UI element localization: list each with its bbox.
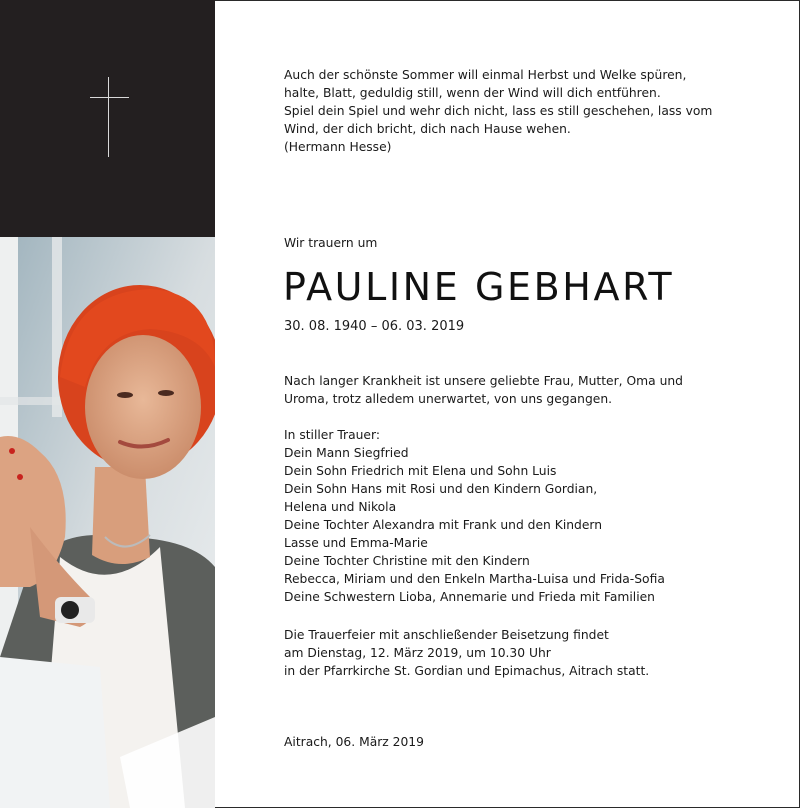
quote-line: Spiel dein Spiel und wehr dich nicht, lass es still geschehen, lass vom bbox=[284, 104, 713, 118]
mourners-list bbox=[284, 426, 665, 606]
mourner-line: Deine Tochter Alexandra mit Frank und den Kindern bbox=[284, 518, 603, 532]
place-and-date: Aitrach, 06. März 2019 bbox=[284, 735, 424, 749]
announcement-line: Uroma, trotz alledem unerwartet, von uns gegangen. bbox=[284, 392, 613, 406]
quote-line: halte, Blatt, geduldig still, wenn der Wind will dich entführen. bbox=[284, 86, 661, 100]
funeral-line: in der Pfarrkirche St. Gordian und Epimachus, Aitrach statt. bbox=[284, 664, 650, 678]
mourner-line: Deine Schwestern Lioba, Annemarie und Frieda mit Familien bbox=[284, 590, 655, 604]
poem-quote bbox=[284, 66, 712, 156]
mourner-line: Dein Mann Siegfried bbox=[284, 446, 409, 460]
funeral-info bbox=[284, 626, 649, 680]
mourner-line: Deine Tochter Christine mit den Kindern bbox=[284, 554, 530, 568]
mourner-line: Helena und Nikola bbox=[284, 500, 397, 514]
quote-line: Auch der schönste Sommer will einmal Herbst und Welke spüren, bbox=[284, 68, 687, 82]
funeral-line: am Dienstag, 12. März 2019, um 10.30 Uhr bbox=[284, 646, 551, 660]
intro-text: Wir trauern um bbox=[284, 236, 378, 250]
cross-icon bbox=[108, 77, 109, 157]
mourner-line: Dein Sohn Friedrich mit Elena und Sohn Luis bbox=[284, 464, 557, 478]
portrait-photo bbox=[0, 237, 215, 808]
quote-line: Wind, der dich bricht, dich nach Hause wehen. bbox=[284, 122, 571, 136]
dark-panel bbox=[0, 0, 215, 237]
cross-icon-bar bbox=[90, 97, 129, 98]
mourner-line: Rebecca, Miriam und den Enkeln Martha-Luisa und Frida-Sofia bbox=[284, 572, 665, 586]
deceased-name: PAULINE GEBHART bbox=[283, 265, 675, 309]
announcement-text bbox=[284, 372, 683, 408]
quote-author: (Hermann Hesse) bbox=[284, 140, 392, 154]
mourners-heading: In stiller Trauer: bbox=[284, 428, 380, 442]
portrait-illustration bbox=[0, 237, 215, 808]
life-dates: 30. 08. 1940 – 06. 03. 2019 bbox=[284, 319, 465, 334]
announcement-line: Nach langer Krankheit ist unsere geliebte Frau, Mutter, Oma und bbox=[284, 374, 683, 388]
mourner-line: Lasse und Emma-Marie bbox=[284, 536, 428, 550]
funeral-line: Die Trauerfeier mit anschließender Beisetzung findet bbox=[284, 628, 609, 642]
mourner-line: Dein Sohn Hans mit Rosi und den Kindern Gordian, bbox=[284, 482, 598, 496]
